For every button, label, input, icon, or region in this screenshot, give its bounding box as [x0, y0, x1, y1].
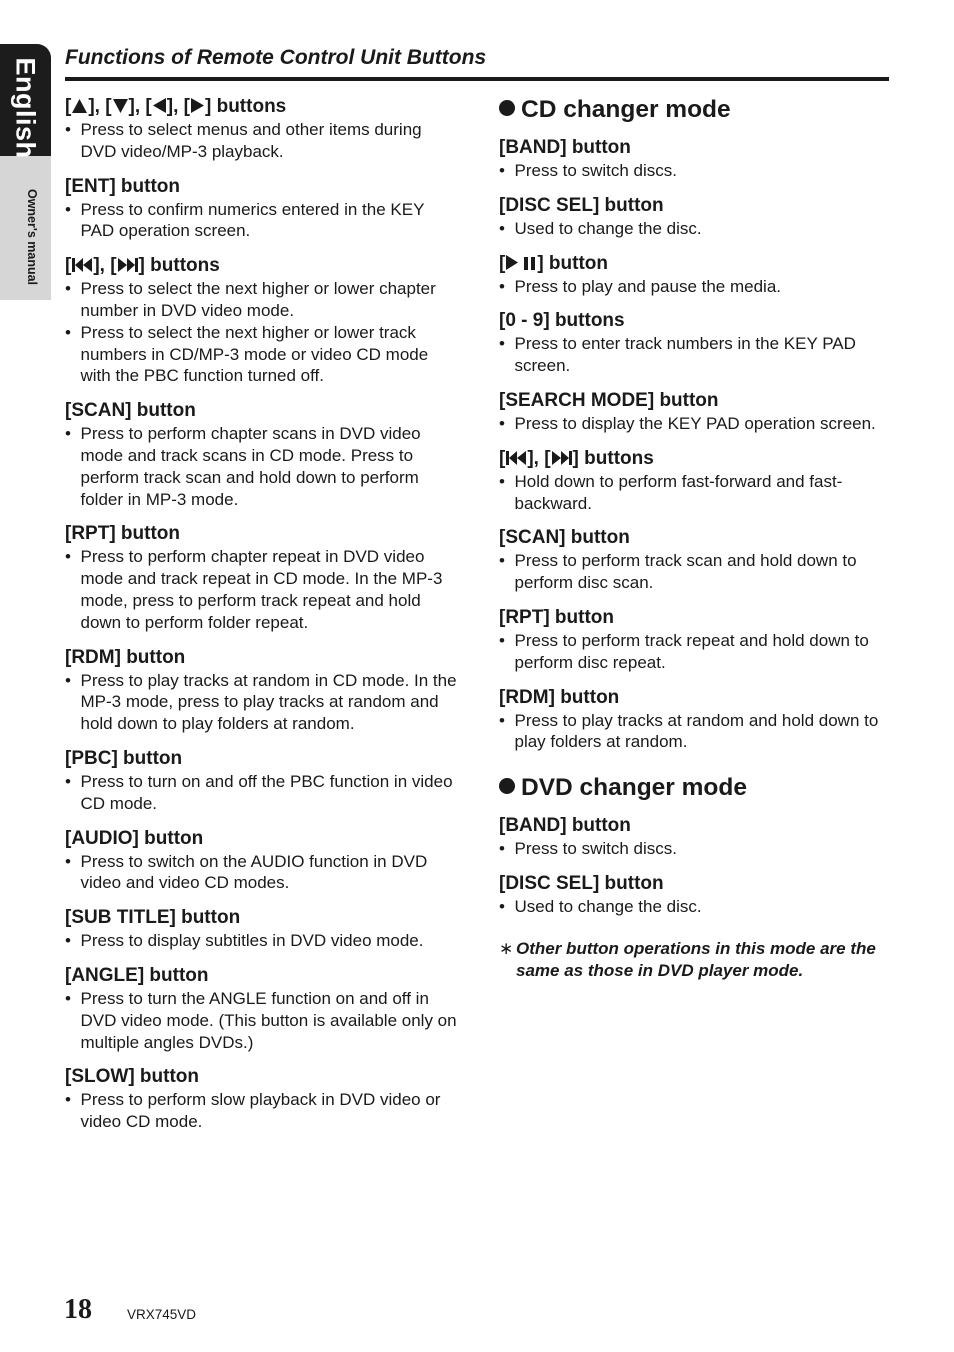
- dvd-disc-sel-button-section: [499, 872, 891, 918]
- rpt-button-section: [65, 522, 460, 633]
- subtitle-button-section: [65, 906, 460, 952]
- skip-buttons-section: [65, 254, 460, 387]
- section-title: [RPT] button: [499, 606, 615, 628]
- up-triangle-icon: [71, 98, 88, 114]
- list-item: • Press to select the next higher or lower track numbers in CD/MP-3 mode or video CD mode with the PBC function turned off.: [65, 322, 460, 387]
- cd-changer-mode-heading: [499, 95, 891, 125]
- cd-disc-sel-button-section: [499, 194, 891, 240]
- section-title: [SLOW] button: [65, 1066, 200, 1088]
- list-item: • Press to select menus and other items during DVD video/MP-3 playback.: [65, 119, 460, 163]
- section-title: [SEARCH MODE] button: [499, 389, 719, 411]
- mode-heading-text: DVD changer mode: [521, 774, 747, 802]
- list-item: • Press to play and pause the media.: [499, 276, 891, 298]
- left-triangle-icon: [152, 97, 167, 114]
- slow-button-section: [65, 1065, 460, 1133]
- mode-heading-text: CD changer mode: [521, 96, 731, 123]
- section-title-suffix: ] buttons: [138, 255, 220, 277]
- section-title: [SCAN] button: [499, 527, 630, 549]
- section-title: [DISC SEL] button: [499, 194, 664, 216]
- pbc-button-section: [65, 747, 460, 815]
- section-title: [RDM] button: [65, 646, 186, 668]
- list-item: • Press to perform slow playback in DVD video or video CD mode.: [65, 1089, 460, 1133]
- changer-mode-note: [499, 938, 891, 982]
- ent-button-section: [65, 175, 460, 243]
- page-title: Functions of Remote Control Unit Buttons: [65, 46, 487, 69]
- skip-forward-icon: [551, 450, 573, 466]
- list-item: • Press to display the KEY PAD operation screen.: [499, 413, 891, 435]
- cd-rpt-button-section: [499, 606, 891, 674]
- rdm-button-section: [65, 646, 460, 735]
- list-item: • Used to change the disc.: [499, 218, 891, 240]
- list-item: • Press to turn on and off the PBC function in video CD mode.: [65, 771, 460, 815]
- list-item: • Press to select the next higher or lower chapter number in DVD video mode.: [65, 278, 460, 322]
- section-title: [RPT] button: [65, 523, 181, 545]
- model-number: VRX745VD: [127, 1307, 197, 1322]
- bullet-dot-icon: [499, 778, 515, 794]
- note-asterisk: ∗: [499, 938, 514, 958]
- list-item: • Press to perform track scan and hold down to perform disc scan.: [499, 550, 891, 594]
- list-item: • Press to confirm numerics entered in the KEY PAD operation screen.: [65, 199, 460, 243]
- section-title: [ ], [ ] buttons: [499, 447, 654, 469]
- list-item: • Press to switch discs.: [499, 160, 891, 182]
- list-item: • Press to play tracks at random in CD mode. In the MP-3 mode, press to play tracks at random and hold down to play folders at random.: [65, 670, 460, 735]
- section-title: [SCAN] button: [65, 400, 196, 422]
- audio-button-section: [65, 827, 460, 895]
- cd-band-button-section: [499, 136, 891, 182]
- section-title-suffix: ] button: [537, 252, 609, 274]
- list-item: • Hold down to perform fast-forward and fast-backward.: [499, 471, 891, 515]
- section-title: [BAND] button: [499, 137, 631, 158]
- list-item: • Press to switch on the AUDIO function in DVD video and video CD modes.: [65, 851, 460, 895]
- play-pause-icon: [505, 254, 537, 271]
- list-item: • Used to change the disc.: [499, 896, 891, 918]
- right-column: [499, 95, 891, 981]
- list-item: • Press to play tracks at random and hold down to play folders at random.: [499, 710, 891, 754]
- list-item: • Press to perform chapter repeat in DVD video mode and track repeat in CD mode. In the MP-3 mode, press to perform track repeat and hold down to perform folder repeat.: [65, 546, 460, 633]
- cd-scan-button-section: [499, 526, 891, 594]
- section-title: [ ] button: [499, 252, 609, 274]
- down-triangle-icon: [112, 98, 129, 114]
- header-rule: [65, 77, 889, 81]
- cd-rdm-button-section: [499, 686, 891, 754]
- section-title-suffix: ] buttons: [204, 96, 287, 117]
- section-title: [ ], [ ], [ ], [ ] buttons: [65, 96, 287, 117]
- section-title: [SUB TITLE] button: [65, 907, 241, 929]
- section-title: [ANGLE] button: [65, 964, 209, 986]
- list-item: • Press to display subtitles in DVD video mode.: [65, 930, 460, 952]
- section-title: [RDM] button: [499, 686, 620, 708]
- language-label: English: [10, 57, 41, 159]
- skip-back-icon: [505, 450, 527, 466]
- section-title: [BAND] button: [499, 815, 631, 837]
- section-title: [PBC] button: [65, 747, 183, 769]
- right-triangle-icon: [190, 97, 205, 114]
- list-item: • Press to turn the ANGLE function on and off in DVD video mode. (This button is available only on multiple angles DVDs.): [65, 988, 460, 1053]
- list-item: • Press to perform chapter scans in DVD video mode and track scans in CD mode. Press to perform track scan and hold down to perform folder in MP-3 mode.: [65, 423, 460, 510]
- cd-play-pause-button-section: [499, 252, 891, 298]
- section-title: [0 - 9] buttons: [499, 310, 625, 332]
- bullet-dot-icon: [499, 100, 515, 116]
- cd-number-buttons-section: [499, 309, 891, 377]
- list-item: • Press to enter track numbers in the KEY PAD screen.: [499, 333, 891, 377]
- angle-button-section: [65, 964, 460, 1053]
- note-text: Other button operations in this mode are the same as those in DVD player mode.: [516, 938, 876, 980]
- list-item: • Press to switch discs.: [499, 838, 891, 860]
- list-item: • Press to perform track repeat and hold down to perform disc repeat.: [499, 630, 891, 674]
- scan-button-section: [65, 399, 460, 510]
- skip-forward-icon: [117, 257, 139, 273]
- left-column: [65, 95, 460, 1145]
- page-number: 18: [64, 1294, 92, 1325]
- cd-skip-buttons-section: [499, 447, 891, 515]
- skip-back-icon: [71, 257, 93, 273]
- manual-label: Owner's manual: [25, 188, 39, 286]
- dvd-changer-mode-heading: [499, 773, 891, 803]
- section-title: [ ], [ ] buttons: [65, 255, 220, 277]
- arrow-buttons-section: [65, 95, 460, 163]
- section-title: [AUDIO] button: [65, 827, 204, 849]
- section-title: [ENT] button: [65, 175, 181, 197]
- cd-search-mode-button-section: [499, 389, 891, 435]
- dvd-band-button-section: [499, 814, 891, 860]
- section-title: [DISC SEL] button: [499, 872, 664, 894]
- section-title-suffix: ] buttons: [572, 447, 654, 469]
